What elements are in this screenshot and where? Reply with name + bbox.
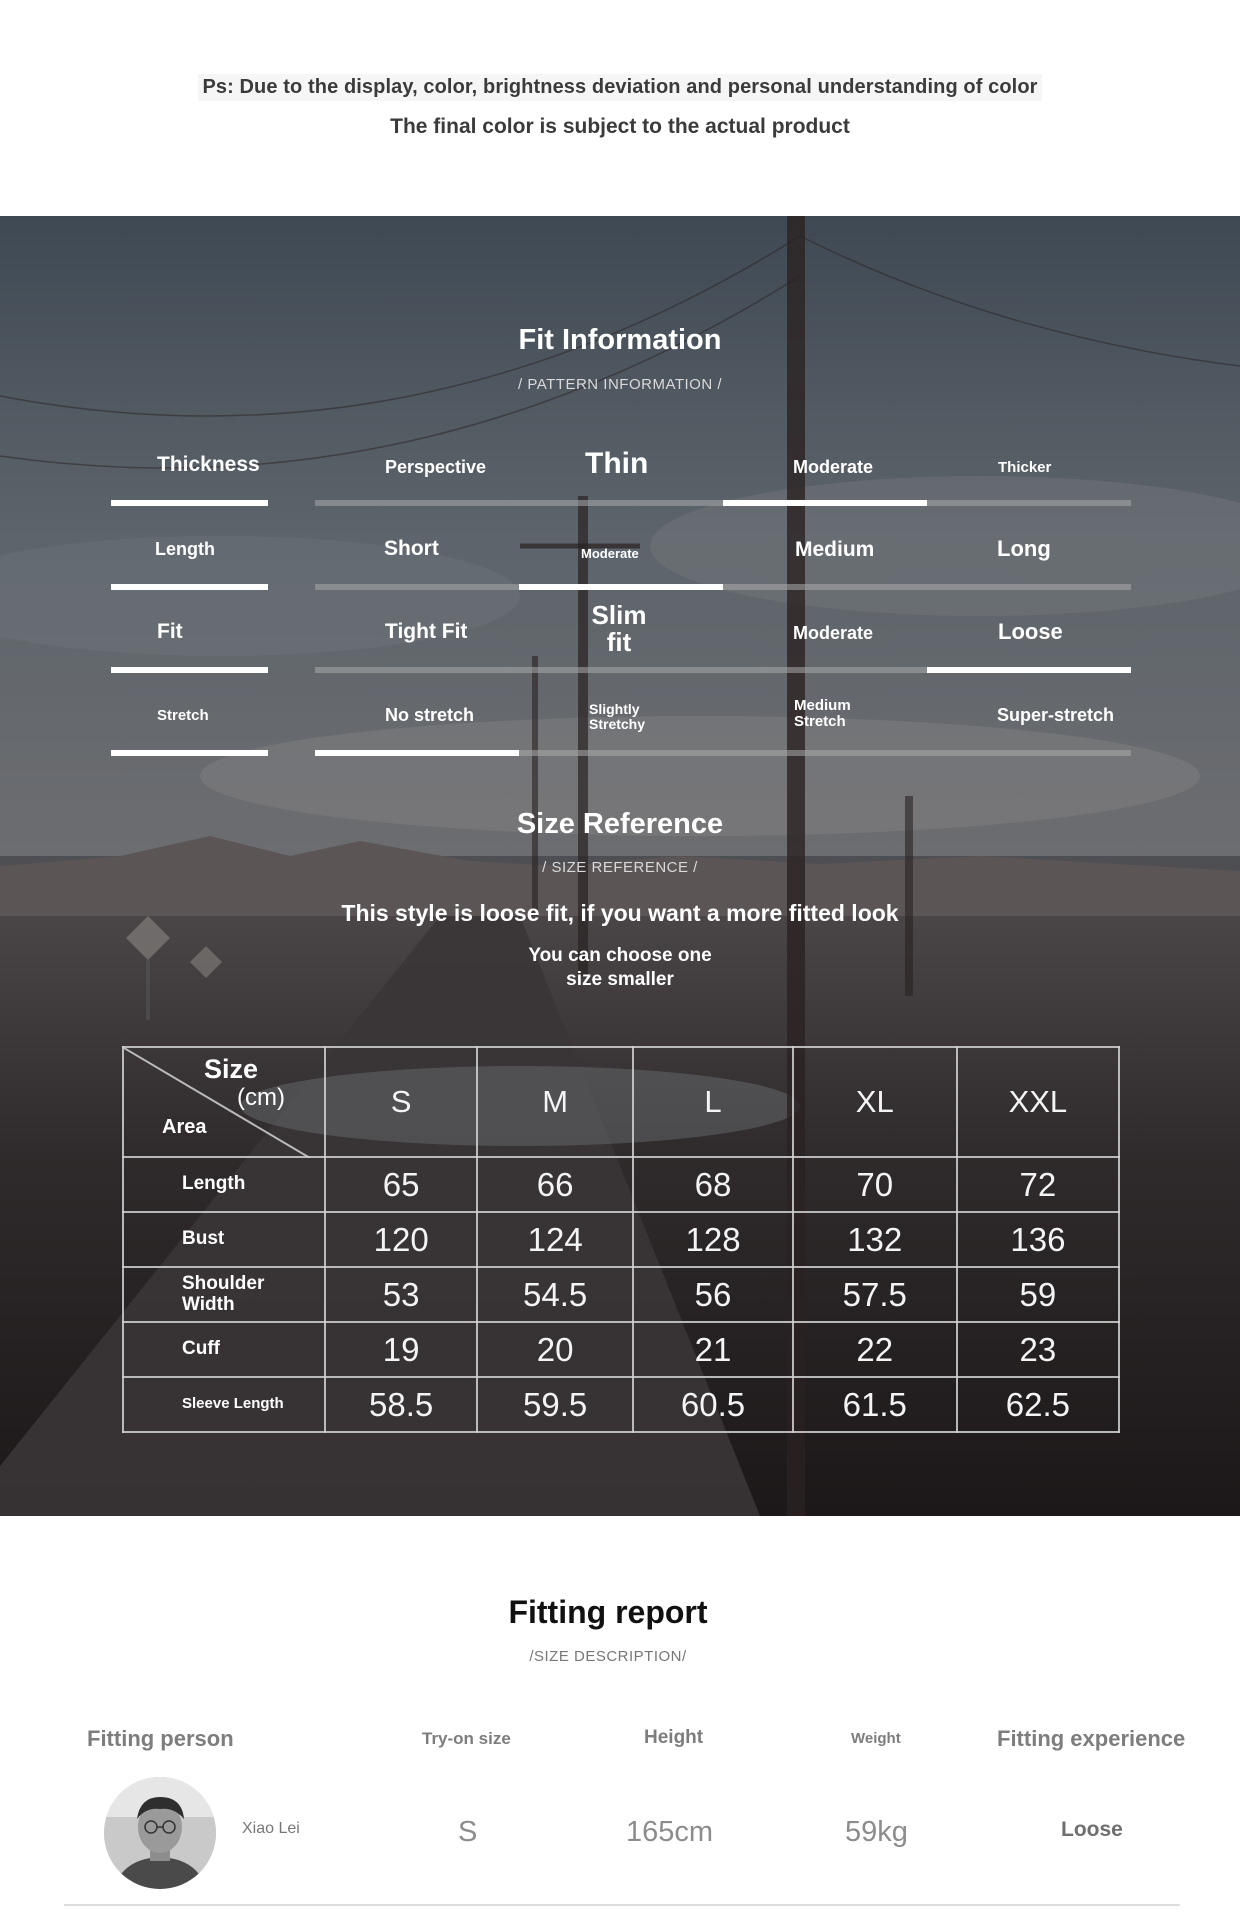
size-col-l: L bbox=[633, 1047, 792, 1157]
table-cell: 124 bbox=[477, 1212, 633, 1267]
size-ref-note-1: This style is loose fit, if you want a more fitted look bbox=[341, 900, 899, 926]
size-col-m: M bbox=[477, 1047, 633, 1157]
table-cell: 65 bbox=[325, 1157, 477, 1212]
option-no-stretch: No stretch bbox=[385, 705, 475, 725]
fit-row-label-thickness: Thickness bbox=[157, 453, 260, 476]
header-fitting-experience: Fitting experience bbox=[997, 1726, 1186, 1751]
fit-row-label-stretch: Stretch bbox=[157, 707, 209, 724]
option-short: Short bbox=[384, 537, 439, 560]
size-ref-subtitle: / SIZE REFERENCE / bbox=[542, 859, 698, 876]
header-fitting-person: Fitting person bbox=[87, 1726, 234, 1751]
table-cell: 70 bbox=[793, 1157, 957, 1212]
option-moderate: Moderate bbox=[793, 457, 874, 477]
table-cell: 72 bbox=[957, 1157, 1119, 1212]
color-disclaimer bbox=[0, 74, 1240, 139]
height-value: 165cm bbox=[626, 1816, 714, 1848]
avatar bbox=[104, 1777, 216, 1889]
fit-scale-track-length bbox=[315, 584, 1131, 590]
fit-row-label-fit: Fit bbox=[157, 620, 183, 643]
option-thin: Thin bbox=[585, 447, 649, 480]
table-cell: 68 bbox=[633, 1157, 792, 1212]
fit-scale-marker-fit bbox=[927, 667, 1131, 673]
option-medium: Medium bbox=[795, 538, 875, 561]
header-try-on-size: Try-on size bbox=[422, 1729, 511, 1748]
table-cell: 53 bbox=[325, 1267, 477, 1322]
fit-info-subtitle: / PATTERN INFORMATION / bbox=[518, 376, 722, 393]
report-divider bbox=[64, 1904, 1180, 1906]
fit-row-label-length: Length bbox=[155, 539, 215, 559]
table-cell: 136 bbox=[957, 1212, 1119, 1267]
option-loose: Loose bbox=[998, 619, 1063, 644]
table-cell: 58.5 bbox=[325, 1377, 477, 1432]
size-area-corner-cell bbox=[123, 1047, 325, 1157]
table-row bbox=[123, 1157, 1119, 1212]
table-cell: 62.5 bbox=[957, 1377, 1119, 1432]
size-chart-table bbox=[122, 1046, 1120, 1433]
table-cell: 59 bbox=[957, 1267, 1119, 1322]
table-row bbox=[123, 1267, 1119, 1322]
try-on-size-value: S bbox=[458, 1816, 478, 1848]
fitting-experience-value: Loose bbox=[1061, 1818, 1123, 1841]
fitter-name: Xiao Lei bbox=[242, 1820, 300, 1837]
option-perspective: Perspective bbox=[385, 457, 487, 477]
area-bust: Bust bbox=[123, 1212, 325, 1267]
table-cell: 22 bbox=[793, 1322, 957, 1377]
table-row bbox=[123, 1322, 1119, 1377]
table-cell: 19 bbox=[325, 1322, 477, 1377]
table-cell: 23 bbox=[957, 1322, 1119, 1377]
table-cell: 20 bbox=[477, 1322, 633, 1377]
option-moderate: Moderate bbox=[581, 546, 639, 561]
header-height: Height bbox=[644, 1727, 704, 1748]
fit-scale-marker-thickness bbox=[723, 500, 927, 506]
table-cell: 128 bbox=[633, 1212, 792, 1267]
fitting-report-subtitle: /SIZE DESCRIPTION/ bbox=[529, 1648, 687, 1665]
option-super-stretch: Super-stretch bbox=[997, 705, 1115, 725]
label-underline bbox=[111, 584, 268, 590]
table-cell: 59.5 bbox=[477, 1377, 633, 1432]
corner-area-label: Area bbox=[162, 1116, 207, 1138]
size-ref-note-2: You can choose one size smaller bbox=[528, 945, 712, 990]
table-cell: 21 bbox=[633, 1322, 792, 1377]
option-medium-stretch: Medium Stretch bbox=[794, 697, 851, 730]
option-tight-fit: Tight Fit bbox=[385, 620, 468, 643]
header-weight: Weight bbox=[851, 1730, 901, 1747]
corner-size-label: Size bbox=[204, 1054, 259, 1084]
fit-scale-marker-stretch bbox=[315, 750, 519, 756]
corner-unit-label: (cm) bbox=[237, 1084, 285, 1111]
table-cell: 61.5 bbox=[793, 1377, 957, 1432]
area-cuff: Cuff bbox=[123, 1322, 325, 1377]
weight-value: 59kg bbox=[845, 1816, 908, 1848]
size-col-xxl: XXL bbox=[957, 1047, 1119, 1157]
disclaimer-line-1: Ps: Due to the display, color, brightness deviation and personal understanding of color bbox=[198, 74, 1041, 101]
area-length: Length bbox=[123, 1157, 325, 1212]
table-cell: 66 bbox=[477, 1157, 633, 1212]
fit-info-title: Fit Information bbox=[518, 324, 722, 356]
table-row bbox=[123, 1377, 1119, 1432]
option-moderate: Moderate bbox=[793, 623, 874, 643]
label-underline bbox=[111, 750, 268, 756]
size-col-s: S bbox=[325, 1047, 477, 1157]
table-cell: 54.5 bbox=[477, 1267, 633, 1322]
size-header-row bbox=[123, 1047, 1119, 1157]
table-row bbox=[123, 1212, 1119, 1267]
size-col-xl: XL bbox=[793, 1047, 957, 1157]
option-slim-fit: Slim fit bbox=[591, 600, 647, 658]
label-underline bbox=[111, 667, 268, 673]
option-thicker: Thicker bbox=[998, 459, 1052, 476]
person-portrait-icon bbox=[104, 1777, 216, 1889]
fitting-report-title: Fitting report bbox=[508, 1594, 708, 1630]
area-shoulder-width: Shoulder Width bbox=[123, 1267, 325, 1322]
table-cell: 132 bbox=[793, 1212, 957, 1267]
size-ref-title: Size Reference bbox=[516, 808, 724, 840]
area-sleeve-length: Sleeve Length bbox=[123, 1377, 325, 1432]
table-cell: 57.5 bbox=[793, 1267, 957, 1322]
disclaimer-line-2: The final color is subject to the actual product bbox=[390, 115, 850, 138]
option-slightly-stretchy: Slightly Stretchy bbox=[589, 701, 646, 732]
table-cell: 56 bbox=[633, 1267, 792, 1322]
table-cell: 120 bbox=[325, 1212, 477, 1267]
table-cell: 60.5 bbox=[633, 1377, 792, 1432]
option-long: Long bbox=[997, 536, 1051, 561]
fit-scale-marker-length bbox=[519, 584, 723, 590]
label-underline bbox=[111, 500, 268, 506]
fit-and-size-panel bbox=[0, 216, 1240, 1516]
